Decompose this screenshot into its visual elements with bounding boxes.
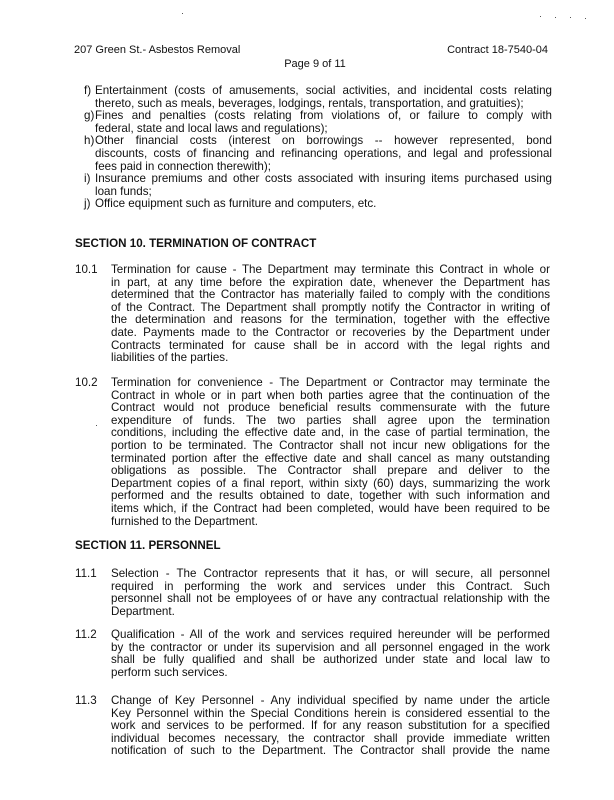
clause-line: required in performing the work and services under this Contract. Such — [111, 580, 550, 593]
clause-line: obligations as possible. The Contractor shall prepare and deliver to the — [111, 465, 550, 478]
clause-line: performed and the results obtained to date, together with such information and — [111, 490, 550, 503]
clause-line: of the Contract. The Department shall promptly notify the Contractor in writing of — [111, 301, 550, 314]
clause-line: perform such services. — [111, 666, 228, 679]
list-item-line: Entertainment (costs of amusements, social activities, and incidental costs relating — [95, 85, 552, 97]
clause-line: in part, at any time before the expiration date, whenever the Department has — [111, 276, 550, 289]
clause-line: Termination for convenience - The Department or Contractor may terminate the — [111, 377, 550, 389]
list-item-label: f) — [84, 84, 92, 97]
list-item-line: discounts, costs of financing and refinancing operations, and legal and professional — [95, 148, 552, 160]
clause-line: Selection - The Contractor represents that it has, or will secure, all personnel — [111, 568, 550, 580]
clause-line: work and services to be performed. If for any reason substitution for a specified — [111, 720, 550, 733]
clause-number: 10.1 — [75, 263, 98, 276]
clause-line: items which, if the Contract had been completed, would have been required to be — [111, 503, 550, 515]
clause-number: 10.2 — [75, 376, 98, 389]
section-heading: SECTION 10. TERMINATION OF CONTRACT — [75, 237, 317, 250]
page-number: Page 9 of 11 — [284, 58, 346, 70]
clause-line: personnel shall not be employees of or have any contractual relationship with the — [111, 593, 550, 606]
clause-line: the determination and reasons for the termination, together with the effective — [111, 314, 550, 327]
clause-line: determined that the Contractor has materially failed to comply with the conditions — [111, 289, 550, 302]
clause-line: date. Payments made to the Contractor or recoveries by the Department under — [111, 327, 550, 339]
list-item-line: Office equipment such as furniture and computers, etc. — [95, 198, 377, 211]
clause-line: furnished to the Department. — [111, 515, 258, 528]
clause-line: terminated portion after the effective date and shall cancel as many outstanding — [111, 452, 550, 465]
clause-line: Department. — [111, 605, 175, 618]
clause-line: liabilities of the parties. — [111, 352, 229, 365]
section-heading: SECTION 11. PERSONNEL — [75, 539, 221, 552]
list-item-label: g) — [84, 109, 95, 123]
list-item-label: j) — [84, 197, 91, 211]
clause-number: 11.3 — [75, 694, 97, 707]
clause-line: Key Personnel within the Special Conditions herein is considered essential to the — [111, 707, 550, 720]
clause-line: Qualification - All of the work and services required hereunder will be performed — [111, 629, 550, 641]
clause-line: Contracts terminated for cause shall be in accord with the legal rights and — [111, 339, 550, 352]
list-item-label: i) — [84, 172, 91, 186]
list-item-line: Fines and penalties (costs relating from violations of, or failure to comply with — [95, 110, 552, 123]
clause-line: notification of such to the Department. The Contractor shall provide the name — [111, 745, 550, 758]
list-item-line: Insurance premiums and other costs associated with insuring items purchased using — [95, 173, 552, 186]
clause-line: Department copies of a final report, within sixty (60) days, summarizing the work — [111, 477, 550, 490]
clause-line: expenditure of funds. The two parties shall agree upon the termination — [111, 414, 550, 427]
header-project: 207 Green St.- Asbestos Removal — [74, 44, 241, 56]
list-item-line: Other financial costs (interest on borrowings -- however represented, bond — [95, 135, 552, 148]
list-item-line: loan funds; — [95, 185, 152, 198]
header-contract: Contract 18-7540-04 — [447, 44, 548, 56]
clause-line: portion to be terminated. The Contractor shall not incur new obligations for the — [111, 440, 550, 452]
clause-number: 11.1 — [75, 567, 97, 580]
clause-number: 11.2 — [75, 628, 97, 641]
clause-line: Change of Key Personnel - Any individual specified by name under the article — [111, 695, 550, 707]
clause-line: by the contractor or under its supervision and all personnel engaged in the work — [111, 641, 550, 654]
list-item-line: thereto, such as meals, beverages, lodgings, rentals, transportation, and gratuities); — [95, 97, 524, 110]
list-item-line: federal, state and local laws and regulations); — [95, 122, 328, 135]
clause-line: shall be fully qualified and shall be authorized under state and local law to — [111, 654, 550, 667]
list-item-label: h) — [84, 134, 95, 148]
clause-line: individual becomes necessary, the contractor shall provide immediate written — [111, 732, 550, 745]
clause-line: conditions, including the effective date and, in the case of partial termination, the — [111, 427, 550, 440]
list-item-line: fees paid in connection therewith); — [95, 160, 271, 173]
clause-line: Contract would not produce beneficial results commensurate with the future — [111, 402, 550, 415]
clause-line: Termination for cause - The Department may terminate this Contract in whole or — [111, 264, 550, 276]
clause-line: Contract in whole or in part when both parties agree that the continuation of the — [111, 389, 550, 402]
